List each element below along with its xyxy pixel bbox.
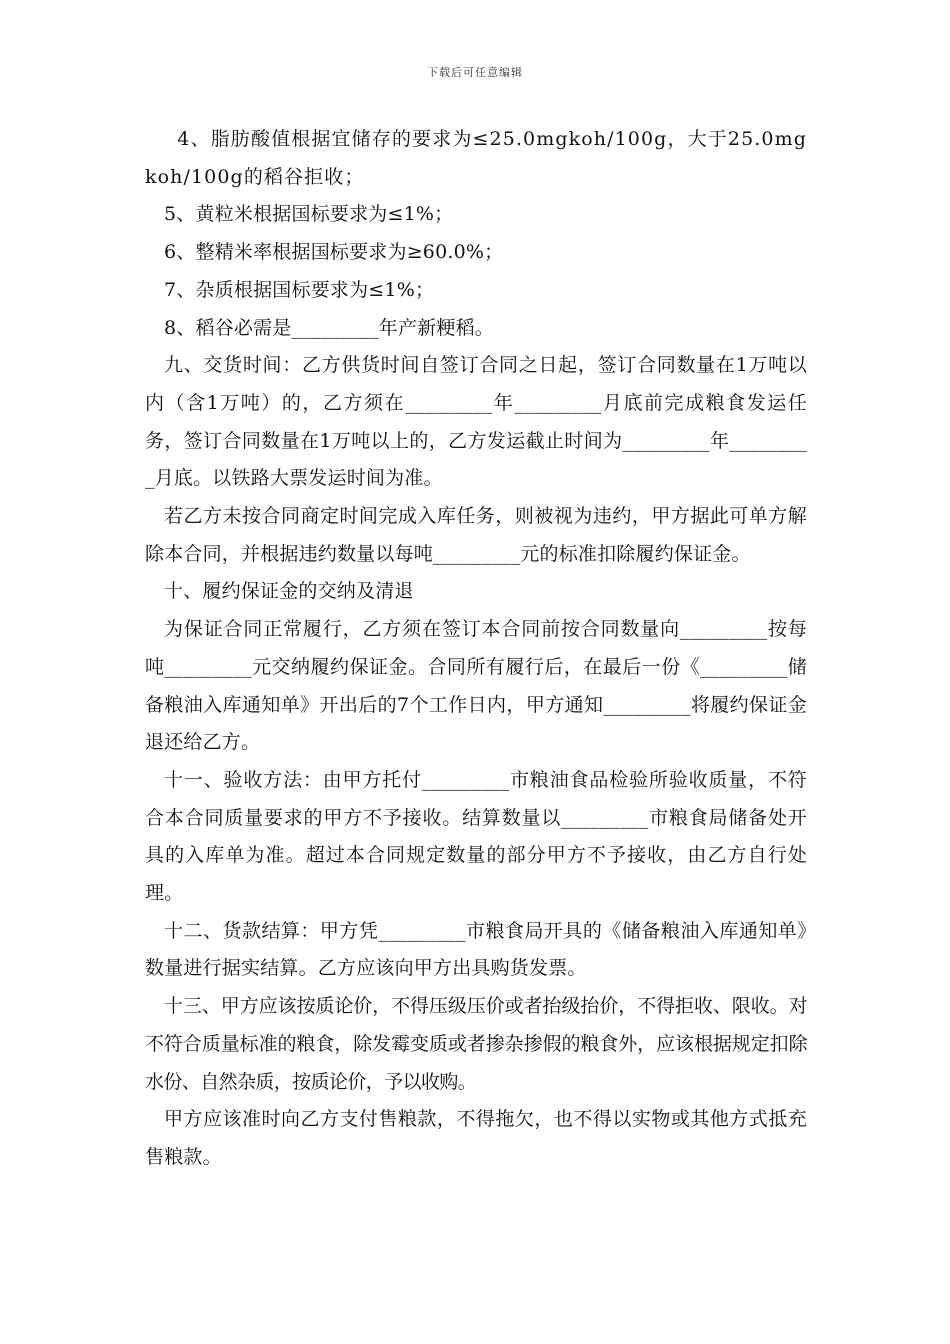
section-9-breach: 若乙方未按合同商定时间完成入库任务，则被视为违约，甲方据此可单方解除本合同，并根据违约数量以每吨_________元的标准扣除履约保证金。 bbox=[145, 505, 807, 565]
section-13-payment: 甲方应该准时向乙方支付售粮款，不得拖欠，也不得以实物或其他方式抵充售粮款。 bbox=[145, 1108, 807, 1168]
clause-8-new-rice: 8、稻谷必需是_________年产新粳稻。 bbox=[164, 316, 494, 339]
section-10-deposit: 为保证合同正常履行，乙方须在签订本合同前按合同数量向_________按每吨_________元交纳履约保证金。合同所有履行后，在最后一份《_________储备粮油入库通知单》开出后的7个工作日内，甲方通知_________将履约保证金退还给乙方。 bbox=[145, 618, 807, 754]
page-header: 下载后可任意编辑 bbox=[427, 66, 523, 79]
section-13-pricing: 十三、甲方应该按质论价，不得压级压价或者抬级抬价，不得拒收、限收。对不符合质量标准的粮食，除发霉变质或者掺杂掺假的粮食外，应该根据规定扣除水份、自然杂质，按质论价，予以收购。 bbox=[145, 995, 807, 1093]
clause-6-head-rice-rate: 6、整精米率根据国标要求为≥60.0%； bbox=[164, 241, 504, 264]
section-11-acceptance: 十一、验收方法：由甲方托付_________市粮油食品检验所验收质量，不符合本合同质量要求的甲方不予接收。结算数量以_________市粮食局储备处开具的入库单为准。超过本合同规定数量的部分甲方不予接收，由乙方自行处理。 bbox=[145, 768, 807, 905]
clause-5-yellow-rice: 5、黄粒米根据国标要求为≤1%； bbox=[164, 203, 454, 226]
section-10-heading: 十、履约保证金的交纳及清退 bbox=[164, 580, 414, 603]
clause-7-impurity: 7、杂质根据国标要求为≤1%； bbox=[164, 278, 435, 301]
section-12-settlement: 十二、货款结算：甲方凭_________市粮食局开具的《储备粮油入库通知单》数量进行据实结算。乙方应该向甲方出具购货发票。 bbox=[145, 919, 807, 980]
document-body bbox=[145, 121, 807, 1177]
clause-4-fatty-acid: 4、脂肪酸值根据宜储存的要求为≤25.0mgkoh/100g，大于25.0mgkoh/100g的稻谷拒收； bbox=[145, 128, 807, 188]
section-9-delivery-time: 九、交货时间：乙方供货时间自签订合同之日起，签订合同数量在1万吨以内（含1万吨）的，乙方须在_________年_________月底前完成粮食发运任务，签订合同数量在1万吨以上的，乙方发运截止时间为_________年_________月底。以铁路大票发运时间为准。 bbox=[145, 354, 807, 490]
